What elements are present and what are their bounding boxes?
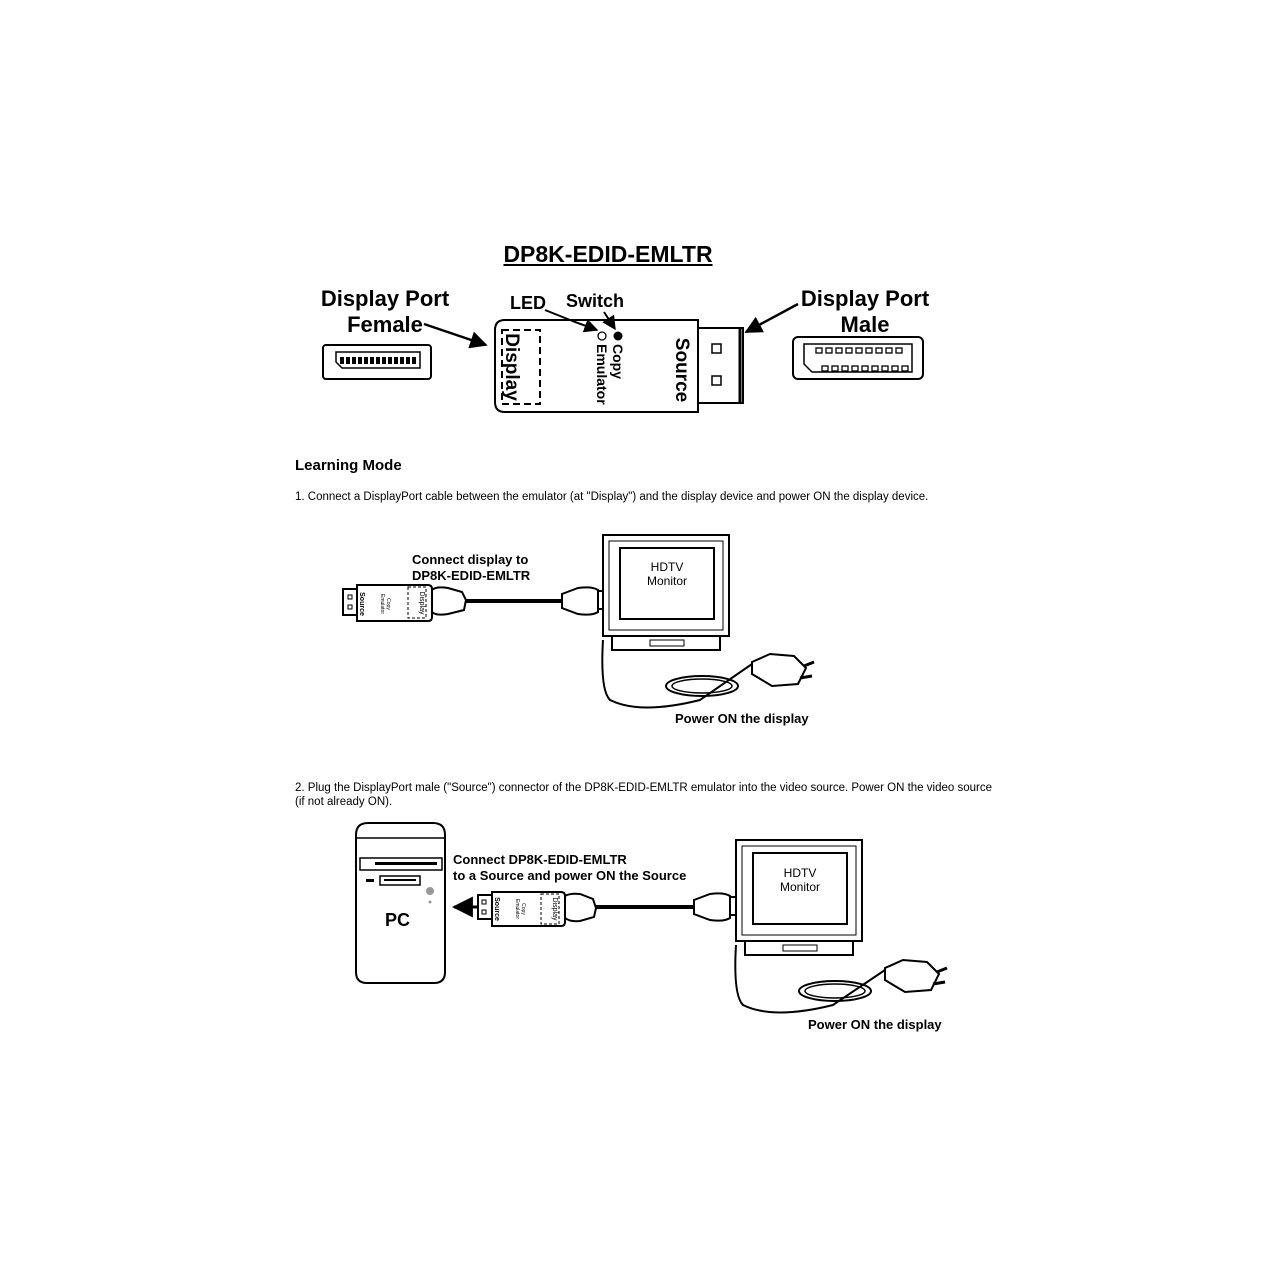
step1-monitor-label: HDTV Monitor: [646, 560, 687, 588]
step2-cable: [565, 893, 738, 921]
led-label: LED: [510, 293, 546, 313]
female-port-label: Display Port Female: [320, 286, 450, 337]
svg-text:Copy: Copy: [385, 598, 391, 610]
switch-button: [614, 332, 623, 341]
step2-monitor-label: HDTV Monitor: [779, 866, 820, 894]
svg-text:Source: Source: [493, 897, 500, 921]
device-copy-text: Copy: [610, 344, 626, 379]
step2-power-plug-icon: [885, 960, 947, 992]
emulator-device: [495, 320, 743, 412]
step1-power-caption: Power ON the display: [675, 711, 809, 726]
step1-power-plug-icon: [752, 654, 814, 686]
svg-text:Source: Source: [358, 592, 365, 616]
device-source-text: Source: [671, 337, 692, 403]
step1-callout: Connect display to DP8K-EDID-EMLTR: [412, 552, 531, 583]
step1-text: 1. Connect a DisplayPort cable between the emulator (at "Display") and the display device and power ON the display device.: [295, 491, 929, 503]
step1-cable: [432, 587, 606, 614]
switch-label: Switch: [566, 291, 625, 311]
female-port-icon: [323, 345, 431, 379]
svg-text:Emulator: Emulator: [514, 898, 520, 920]
led-indicator: [598, 332, 606, 340]
svg-text:Emulator: Emulator: [379, 593, 385, 615]
step2-emulator: [478, 892, 565, 926]
document-title: DP8K-EDID-EMLTR: [503, 241, 713, 267]
svg-text:Copy: Copy: [520, 903, 526, 915]
pc-label: PC: [384, 910, 410, 930]
step1-emulator: [343, 585, 432, 621]
section-heading: Learning Mode: [295, 457, 402, 474]
male-port-label: Display Port Male: [800, 286, 930, 337]
male-port-icon: [793, 337, 923, 379]
svg-text:Display: Display: [551, 897, 558, 921]
step2-power-caption: Power ON the display: [808, 1017, 942, 1032]
svg-text:Display: Display: [418, 591, 425, 615]
pc-tower-icon: [356, 823, 445, 983]
step2-callout: Connect DP8K-EDID-EMLTR to a Source and power ON the Source: [453, 852, 687, 883]
device-display-text: Display: [501, 333, 522, 401]
step2-text: 2. Plug the DisplayPort male ("Source") connector of the DP8K-EDID-EMLTR emulator into the video source. Power ON the video source (if not already ON).: [295, 782, 992, 808]
device-emulator-text: Emulator: [594, 344, 610, 405]
